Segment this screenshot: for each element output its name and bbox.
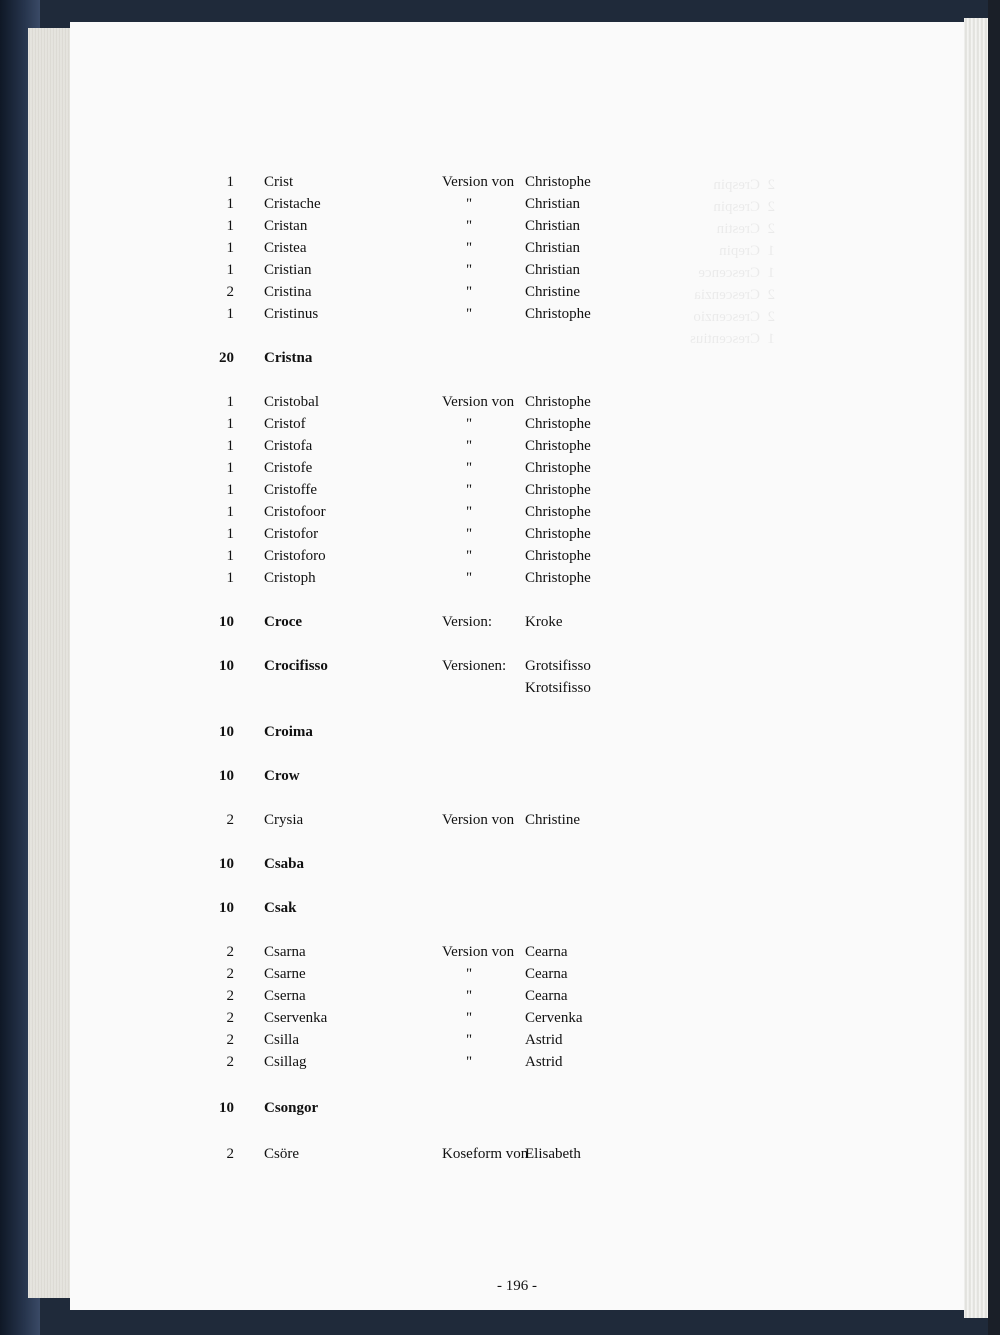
entry-name: Cristof — [264, 416, 306, 432]
entry-number: 2 — [226, 284, 234, 300]
entry-name: Cristian — [264, 262, 312, 278]
entry-target-name: Christian — [525, 218, 580, 234]
entry-name: Csak — [264, 900, 297, 916]
ditto-mark: " — [466, 482, 473, 498]
ditto-mark: " — [466, 1032, 473, 1048]
entry-description: Version von — [442, 812, 515, 828]
ditto-mark: " — [466, 240, 473, 256]
entry-name: Cristofoor — [264, 504, 326, 520]
entry-name: Csilla — [264, 1032, 300, 1048]
entry-number: 1 — [226, 438, 234, 454]
entry-target-name: Kroke — [525, 614, 563, 630]
entry-target-name: Christophe — [525, 394, 591, 410]
entry-target-name: Cearna — [525, 944, 568, 960]
entry-description: Version von — [442, 174, 515, 190]
ditto-mark: " — [466, 196, 473, 212]
entry-description: Koseform von — [442, 1146, 529, 1162]
entry-target-name: Cearna — [525, 988, 568, 1004]
entry-number: 1 — [226, 394, 234, 410]
entry-description: Version: — [442, 614, 492, 630]
entry-number: 2 — [226, 944, 234, 960]
entry-number: 1 — [226, 548, 234, 564]
entry-target-name: Christian — [525, 262, 580, 278]
entry-name: Cristea — [264, 240, 307, 256]
ditto-mark: " — [466, 966, 473, 982]
entry-name: Cristina — [264, 284, 312, 300]
entry-target-name: Christophe — [525, 438, 591, 454]
entry-number: 1 — [226, 504, 234, 520]
entry-number: 1 — [226, 196, 234, 212]
entry-number: 20 — [219, 350, 234, 366]
ditto-mark: " — [466, 416, 473, 432]
entry-name: Csongor — [264, 1100, 319, 1116]
entry-description: Version von — [442, 944, 515, 960]
ditto-mark: " — [466, 438, 473, 454]
entry-number: 1 — [226, 262, 234, 278]
entry-name: Cristinus — [264, 306, 319, 322]
entry-number: 1 — [226, 526, 234, 542]
entry-name: Crocifisso — [264, 658, 328, 674]
entry-target-name: Christian — [525, 240, 580, 256]
ditto-mark: " — [466, 548, 473, 564]
entry-name: Csillag — [264, 1054, 307, 1070]
entry-name: Cristofe — [264, 460, 313, 476]
entry-target-name: Christine — [525, 812, 580, 828]
entry-number: 1 — [226, 570, 234, 586]
entry-name: Csaba — [264, 856, 305, 872]
ditto-mark: " — [466, 218, 473, 234]
ditto-mark: " — [466, 1010, 473, 1026]
entry-number: 10 — [219, 900, 234, 916]
entry-target-name: Grotsifisso — [525, 658, 591, 674]
bleed-through-text: 2 Crespin 2 Crespin 2 Crestin 1 Crepin 1 Crescence 2 Crescenzia 2 Crescenzio 1 Crescentius — [690, 177, 775, 347]
entry-name: Cristoffe — [264, 482, 318, 498]
entry-name: Crist — [264, 174, 294, 190]
entry-name: Cristoforo — [264, 548, 326, 564]
entry-number: 2 — [226, 1032, 234, 1048]
entry-target-name: Christophe — [525, 548, 591, 564]
entry-number: 10 — [219, 614, 234, 630]
entry-target-name: Christophe — [525, 174, 591, 190]
entry-target-name: Christophe — [525, 482, 591, 498]
entry-name: Crow — [264, 768, 300, 784]
entry-target-name: Christophe — [525, 460, 591, 476]
entry-number: 10 — [219, 856, 234, 872]
entry-name: Crysia — [264, 812, 304, 828]
entry-name: Cristna — [264, 350, 313, 366]
entry-target-name: Christophe — [525, 526, 591, 542]
entry-number: 10 — [219, 724, 234, 740]
entry-name: Cristofor — [264, 526, 319, 542]
entry-description: Versionen: — [442, 658, 507, 674]
entry-target-name: Cearna — [525, 966, 568, 982]
entry-number: 2 — [226, 966, 234, 982]
entry-description: Version von — [442, 394, 515, 410]
entry-name: Csöre — [264, 1146, 299, 1162]
entry-name: Cristache — [264, 196, 321, 212]
ditto-mark: " — [466, 284, 473, 300]
entry-number: 2 — [226, 1010, 234, 1026]
entry-number: 1 — [226, 174, 234, 190]
entry-target-name: Christian — [525, 196, 580, 212]
entry-name: Croima — [264, 724, 313, 740]
entry-number: 1 — [226, 482, 234, 498]
ditto-mark: " — [466, 262, 473, 278]
entry-name: Cristofa — [264, 438, 313, 454]
page-number: - 196 - — [497, 1278, 537, 1294]
entry-number: 1 — [226, 240, 234, 256]
entry-number: 2 — [226, 988, 234, 1004]
entry-target-name: Christine — [525, 284, 580, 300]
entry-number: 10 — [219, 768, 234, 784]
entry-target-name: Astrid — [525, 1054, 563, 1070]
ditto-mark: " — [466, 988, 473, 1004]
entry-number: 1 — [226, 306, 234, 322]
ditto-mark: " — [466, 526, 473, 542]
entry-target-name: Astrid — [525, 1032, 563, 1048]
entry-number: 10 — [219, 658, 234, 674]
entry-target-name: Christophe — [525, 504, 591, 520]
entry-name: Cristan — [264, 218, 308, 234]
entry-name: Croce — [264, 614, 303, 630]
ditto-mark: " — [466, 504, 473, 520]
entry-name: Cserna — [264, 988, 306, 1004]
entry-target-name: Christophe — [525, 306, 591, 322]
ditto-mark: " — [466, 306, 473, 322]
ditto-mark: " — [466, 570, 473, 586]
entry-number: 1 — [226, 218, 234, 234]
entry-target-name: Cervenka — [525, 1010, 583, 1026]
entry-target-name: Christophe — [525, 570, 591, 586]
entry-name: Csarne — [264, 966, 306, 982]
entry-number: 2 — [226, 1054, 234, 1070]
entry-name: Csarna — [264, 944, 306, 960]
entry-target-name: Krotsifisso — [525, 680, 591, 696]
page-edges-left — [28, 28, 72, 1298]
entry-number: 2 — [226, 1146, 234, 1162]
book-cover-right — [988, 0, 1000, 1335]
entry-target-name: Christophe — [525, 416, 591, 432]
entry-name: Cristobal — [264, 394, 319, 410]
entry-number: 10 — [219, 1100, 234, 1116]
ditto-mark: " — [466, 460, 473, 476]
entry-number: 1 — [226, 416, 234, 432]
entry-target-name: Elisabeth — [525, 1146, 581, 1162]
entry-number: 1 — [226, 460, 234, 476]
ditto-mark: " — [466, 1054, 473, 1070]
entry-number: 2 — [226, 812, 234, 828]
book-page — [70, 22, 964, 1310]
entry-name: Cristoph — [264, 570, 316, 586]
entry-name: Cservenka — [264, 1010, 328, 1026]
